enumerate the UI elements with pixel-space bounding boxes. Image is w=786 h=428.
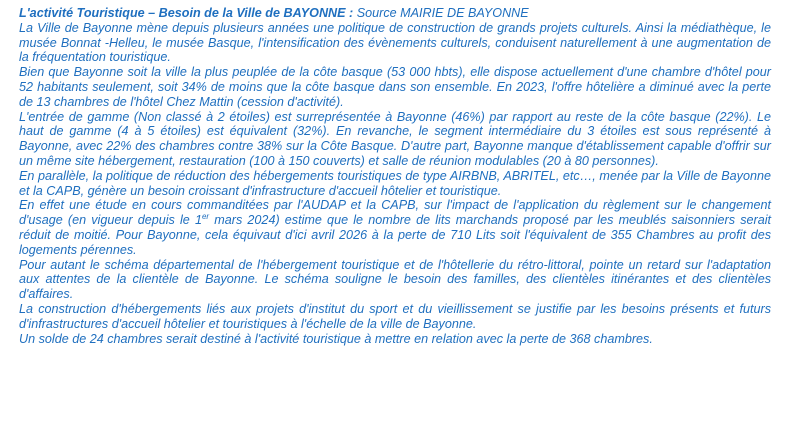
paragraph-study <box>19 198 771 257</box>
paragraph-room-balance: Un solde de 24 chambres serait destiné à l'activité touristique à mettre en relation avec la perte de 368 chambres. <box>19 331 653 346</box>
paragraph-hotel-categories: L'entrée de gamme (Non classé à 2 étoiles) est surreprésentée à Bayonne (46%) par rapport au reste de la côte basque (22%). Le haut de gamme (4 à 5 étoiles) est équivalent (32%). En revanche, le segment intermédiaire du 3 étoiles est sous représenté à Bayonne, avec 22% des chambres contre 38% sur la Côte Basque. D'autre part, Bayonne manque d'établissement capable d'offrir sur un même site hébergement, restauration (100 à 150 couverts) et salle de réunion modulables (20 à 80 personnes). <box>19 109 771 168</box>
study-text-end: mars 2024) estime que le nombre de lits marchands proposé par les meublés saisonniers serait réduit de moitié. Pour Bayonne, cela équivaut d'ici avril 2026 à la perte de 710 Lits soit l'équivalent de 355 Chambres au profit des logements pérennes. <box>19 213 772 257</box>
study-superscript: er <box>201 211 210 221</box>
paragraph-departmental-scheme: Pour autant le schéma départemental de l'hébergement touristique et de l'hôtellerie du rétro-littoral, pointe un retard sur l'adaptation aux attentes de la clientèle de Bayonne. Le schéma souligne le besoin des familles, des clientèles itinérantes et des clientèles d'affaires. <box>19 257 771 302</box>
title-main: L'activité Touristique – Besoin de la Ville de BAYONNE : <box>19 6 354 20</box>
paragraph-hotel-capacity: Bien que Bayonne soit la ville la plus peuplée de la côte basque (53 000 hbts), elle dispose actuellement d'une chambre d'hôtel pour 52 habitants seulement, soit 34% de moins que la côte basque dans son ensemble. En 2023, l'offre hôtelière a diminué avec la perte de 13 chambres de l'hôtel Chez Mattin (cession d'activité). <box>19 65 771 109</box>
study-text-start: En effet une étude en cours commanditées par l'AUDAP et la CAPB, sur l'impact de l'application du règlement sur le changement d'usage (en vigueur depuis le 1 <box>19 198 771 228</box>
paragraph-airbnb-policy: En parallèle, la politique de réduction des hébergements touristiques de type AIRBNB, ABRITEL, etc…, menée par la Ville de Bayonne et la CAPB, génère un besoin croissant d'infrastructure d'accueil hôtelier et touristique. <box>19 168 771 198</box>
title-source: Source MAIRIE DE BAYONNE <box>353 6 529 20</box>
paragraph-construction-justification: La construction d'hébergements liés aux projets d'institut du sport et du vieillissement se justifie par les besoins présents et futurs d'infrastructures d'accueil hôtelier et touristiques à l'échelle de la ville de Bayonne. <box>19 301 771 331</box>
paragraph-cultural-projects: La Ville de Bayonne mène depuis plusieurs années une politique de construction de grands projets culturels. Ainsi la médiathèque, le musée Bonnat -Helleu, le musée Basque, l'intensification des évènements culturels, conduisent naturellement à une augmentation de la fréquentation touristique. <box>19 20 771 65</box>
document-title <box>19 6 771 21</box>
document-body <box>19 6 771 346</box>
